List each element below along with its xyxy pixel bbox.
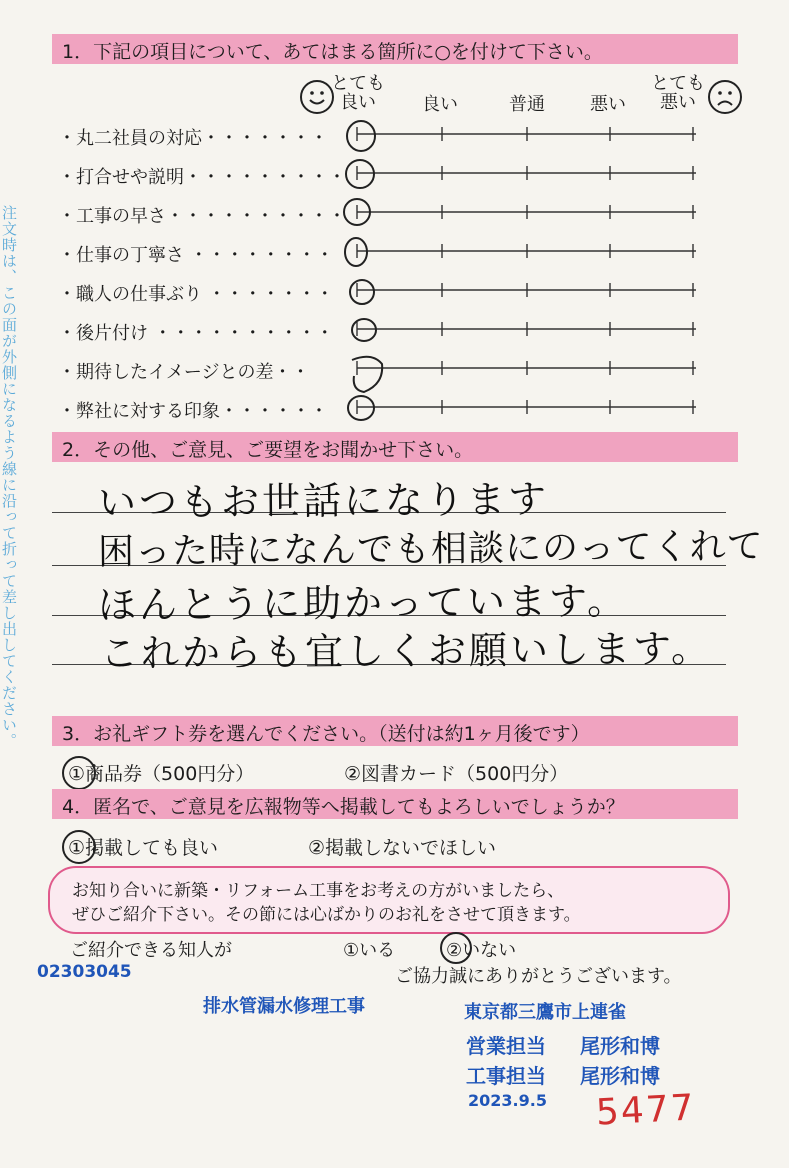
rating-item-explanation: ・打合せや説明・・・・・・・・・ bbox=[58, 167, 346, 188]
handwritten-comment-line-2: 困った時になんでも相談にのってくれて bbox=[97, 526, 764, 573]
publish-option-yes[interactable]: ①掲載しても良い bbox=[68, 837, 219, 859]
rating-item-cleanup: ・後片付け ・・・・・・・・・・ bbox=[58, 323, 334, 344]
referral-option-yes[interactable]: ①いる bbox=[343, 940, 396, 961]
rating-item-craftsmanship: ・職人の仕事ぶり ・・・・・・・ bbox=[58, 284, 334, 305]
publish-selected-circle bbox=[62, 830, 96, 864]
rating-item-care: ・仕事の丁寧さ ・・・・・・・・ bbox=[58, 245, 334, 266]
sales-rep-name: 尾形和博 bbox=[580, 1034, 660, 1058]
scale-row-7 bbox=[357, 361, 696, 375]
rating-item-impression: ・弊社に対する印象・・・・・・ bbox=[58, 401, 328, 422]
scale-row-1 bbox=[357, 127, 696, 141]
q2-heading: 2．その他、ご意見、ご要望をお聞かせ下さい。 bbox=[62, 439, 474, 461]
referral-text-line-1: お知り合いに新築・リフォーム工事をお考えの方がいましたら、 bbox=[72, 881, 565, 901]
scale-row-3 bbox=[357, 205, 696, 219]
work-description: 排水管漏水修理工事 bbox=[203, 996, 365, 1017]
handwritten-circle-row-8 bbox=[348, 396, 374, 420]
q3-heading-band bbox=[52, 716, 738, 746]
handwritten-circle-row-4 bbox=[345, 238, 367, 266]
address: 東京都三鷹市上連雀 bbox=[464, 1002, 626, 1023]
sales-rep-label: 営業担当 bbox=[466, 1034, 546, 1058]
scale-bad: 悪い bbox=[590, 94, 626, 115]
q3-heading: 3．お礼ギフト券を選んでください。（送付は約1ヶ月後です） bbox=[62, 723, 590, 745]
q4-heading-band bbox=[52, 789, 738, 819]
scale-average: 普通 bbox=[509, 94, 545, 115]
handwritten-circle-row-2 bbox=[346, 160, 374, 188]
rating-item-expectation-gap: ・期待したイメージとの差・・ bbox=[58, 362, 310, 383]
scale-very-good: とても 良い bbox=[331, 73, 385, 113]
scale-very-bad: とても 悪い bbox=[651, 73, 705, 113]
handwritten-circle-row-6 bbox=[352, 319, 376, 341]
handwritten-circle-row-5 bbox=[350, 280, 374, 304]
scale-row-4 bbox=[357, 244, 696, 258]
date: 2023.9.5 bbox=[468, 1091, 547, 1110]
scale-row-6 bbox=[357, 322, 696, 336]
works-rep-name: 尾形和博 bbox=[580, 1064, 660, 1088]
gift-selected-circle bbox=[62, 756, 96, 790]
scale-row-2 bbox=[357, 166, 696, 180]
handwritten-comment-line-3: ほんとうに助かっています。 bbox=[97, 578, 629, 628]
rating-item-speed: ・工事の早さ・・・・・・・・・・ bbox=[58, 206, 346, 227]
q1-heading: 1．下記の項目について、あてはまる箇所に○を付けて下さい。 bbox=[62, 41, 603, 63]
handwritten-comment-line-4: これからも宜しくお願いします。 bbox=[99, 626, 713, 676]
customer-code: 02303045 bbox=[37, 962, 132, 982]
rating-scale-lines bbox=[0, 0, 789, 430]
referral-selected-circle bbox=[440, 932, 472, 964]
scale-row-5 bbox=[357, 283, 696, 297]
referral-option-no[interactable]: ②いない bbox=[446, 940, 517, 961]
referral-text-line-2: ぜひご紹介下さい。その節には心ばかりのお礼をさせて頂きます。 bbox=[72, 905, 581, 925]
handwritten-comment-line-1: いつもお世話になります bbox=[97, 477, 550, 525]
q4-heading: 4．匿名で、ご意見を広報物等へ掲載してもよろしいでしょうか？ bbox=[62, 796, 625, 818]
thanks-message: ご協力誠にありがとうございます。 bbox=[395, 966, 682, 987]
q2-heading-band bbox=[52, 432, 738, 462]
publish-option-no[interactable]: ②掲載しないでほしい bbox=[308, 837, 497, 859]
side-instruction-note: 注文時は、この面が外側になるよう線に沿って折って差し出してください。 bbox=[0, 205, 18, 749]
handwritten-number: 5477 bbox=[594, 1087, 697, 1134]
referral-label: ご紹介できる知人が bbox=[70, 940, 232, 961]
scale-good: 良い bbox=[422, 94, 458, 115]
scale-row-8 bbox=[357, 400, 696, 414]
gift-option-book-card[interactable]: ②図書カード（500円分） bbox=[344, 763, 569, 785]
works-rep-label: 工事担当 bbox=[466, 1064, 546, 1088]
handwritten-circle-row-1 bbox=[347, 121, 375, 151]
gift-option-voucher[interactable]: ①商品券（500円分） bbox=[68, 763, 255, 785]
rating-item-staff-response: ・丸二社員の対応・・・・・・・ bbox=[58, 128, 328, 149]
